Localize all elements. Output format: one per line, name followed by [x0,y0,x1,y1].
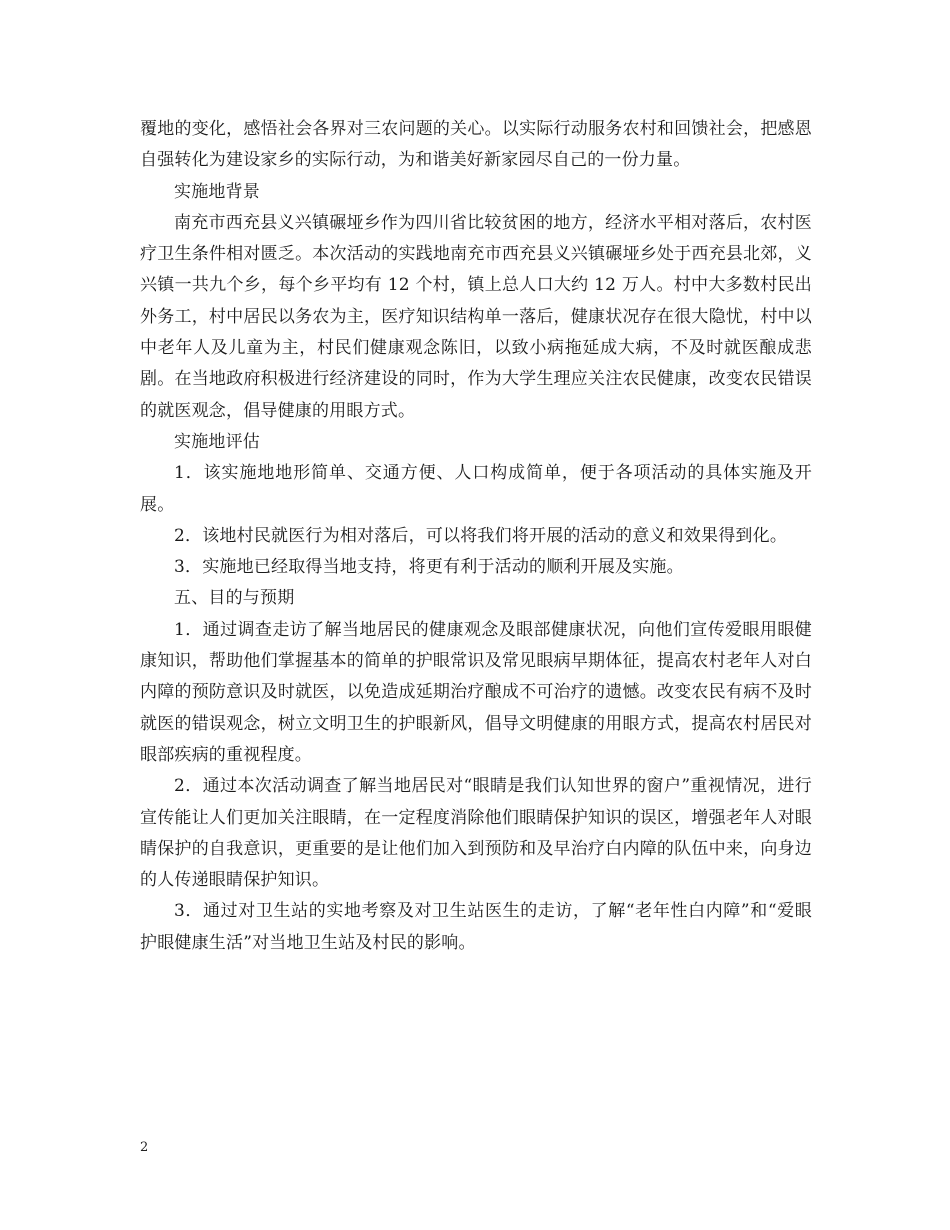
page-number: 2 [140,1140,149,1155]
section-heading-site-background: 实施地背景 [174,181,260,202]
list-item-evaluation-1: 1．该实施地地形简单、交通方便、人口构成简单，便于各项活动的具体实施及开展。 [140,463,812,515]
list-item-evaluation-2: 2．该地村民就医行为相对落后，可以将我们将开展的活动的意义和效果得到化。 [174,525,788,546]
list-item-goal-2: 2．通过本次活动调查了解当地居民对“眼睛是我们认知世界的窗户”重视情况，进行宣传能让人们更加关注眼睛，在一定程度消除他们眼睛保护知识的误区，增强老年人对眼睛保护的自我意识，更重要的是让他们加入到预防和及早治疗白内障的队伍中来，向身边的人传递眼睛保护知识。 [140,776,812,891]
paragraph-site-background: 南充市西充县义兴镇碾垭乡作为四川省比较贫困的地方，经济水平相对落后，农村医疗卫生条件相对匮乏。本次活动的实践地南充市西充县义兴镇碾垭乡处于西充县北郊，义兴镇一共九个乡，每个乡平均有 12 个村，镇上总人口大约 12 万人。村中大多数村民出外务工，村中居民以务农为主，医疗知识结构单一落后，健康状况存在很大隐忧，村中以中老年人及儿童为主，村民们健康观念陈旧，以致小病拖延成大病，不及时就医酿成悲剧。在当地政府积极进行经济建设的同时，作为大学生理应关注农民健康，改变农民错误的就医观念，倡导健康的用眼方式。 [140,212,812,421]
section-heading-goals: 五、目的与预期 [174,588,295,609]
list-item-evaluation-3: 3．实施地已经取得当地支持，将更有利于活动的顺利开展及实施。 [174,557,684,578]
list-item-goal-3: 3．通过对卫生站的实地考察及对卫生站医生的走访，了解“老年性白内障”和“爱眼护眼健康生活”对当地卫生站及村民的影响。 [140,901,812,953]
section-heading-site-evaluation: 实施地评估 [174,431,260,452]
paragraph-continuation: 覆地的变化，感悟社会各界对三农问题的关心。以实际行动服务农村和回馈社会，把感恩自强转化为建设家乡的实际行动，为和谐美好新家园尽自己的一份力量。 [140,119,812,171]
list-item-goal-1: 1．通过调查走访了解当地居民的健康观念及眼部健康状况，向他们宣传爱眼用眼健康知识，帮助他们掌握基本的简单的护眼常识及常见眼病早期体征，提高农村老年人对白内障的预防意识及时就医，以免造成延期治疗酿成不可治疗的遗憾。改变农民有病不及时就医的错误观念，树立文明卫生的护眼新风，倡导文明健康的用眼方式，提高农村居民对眼部疾病的重视程度。 [140,619,812,765]
document-body [140,114,812,959]
